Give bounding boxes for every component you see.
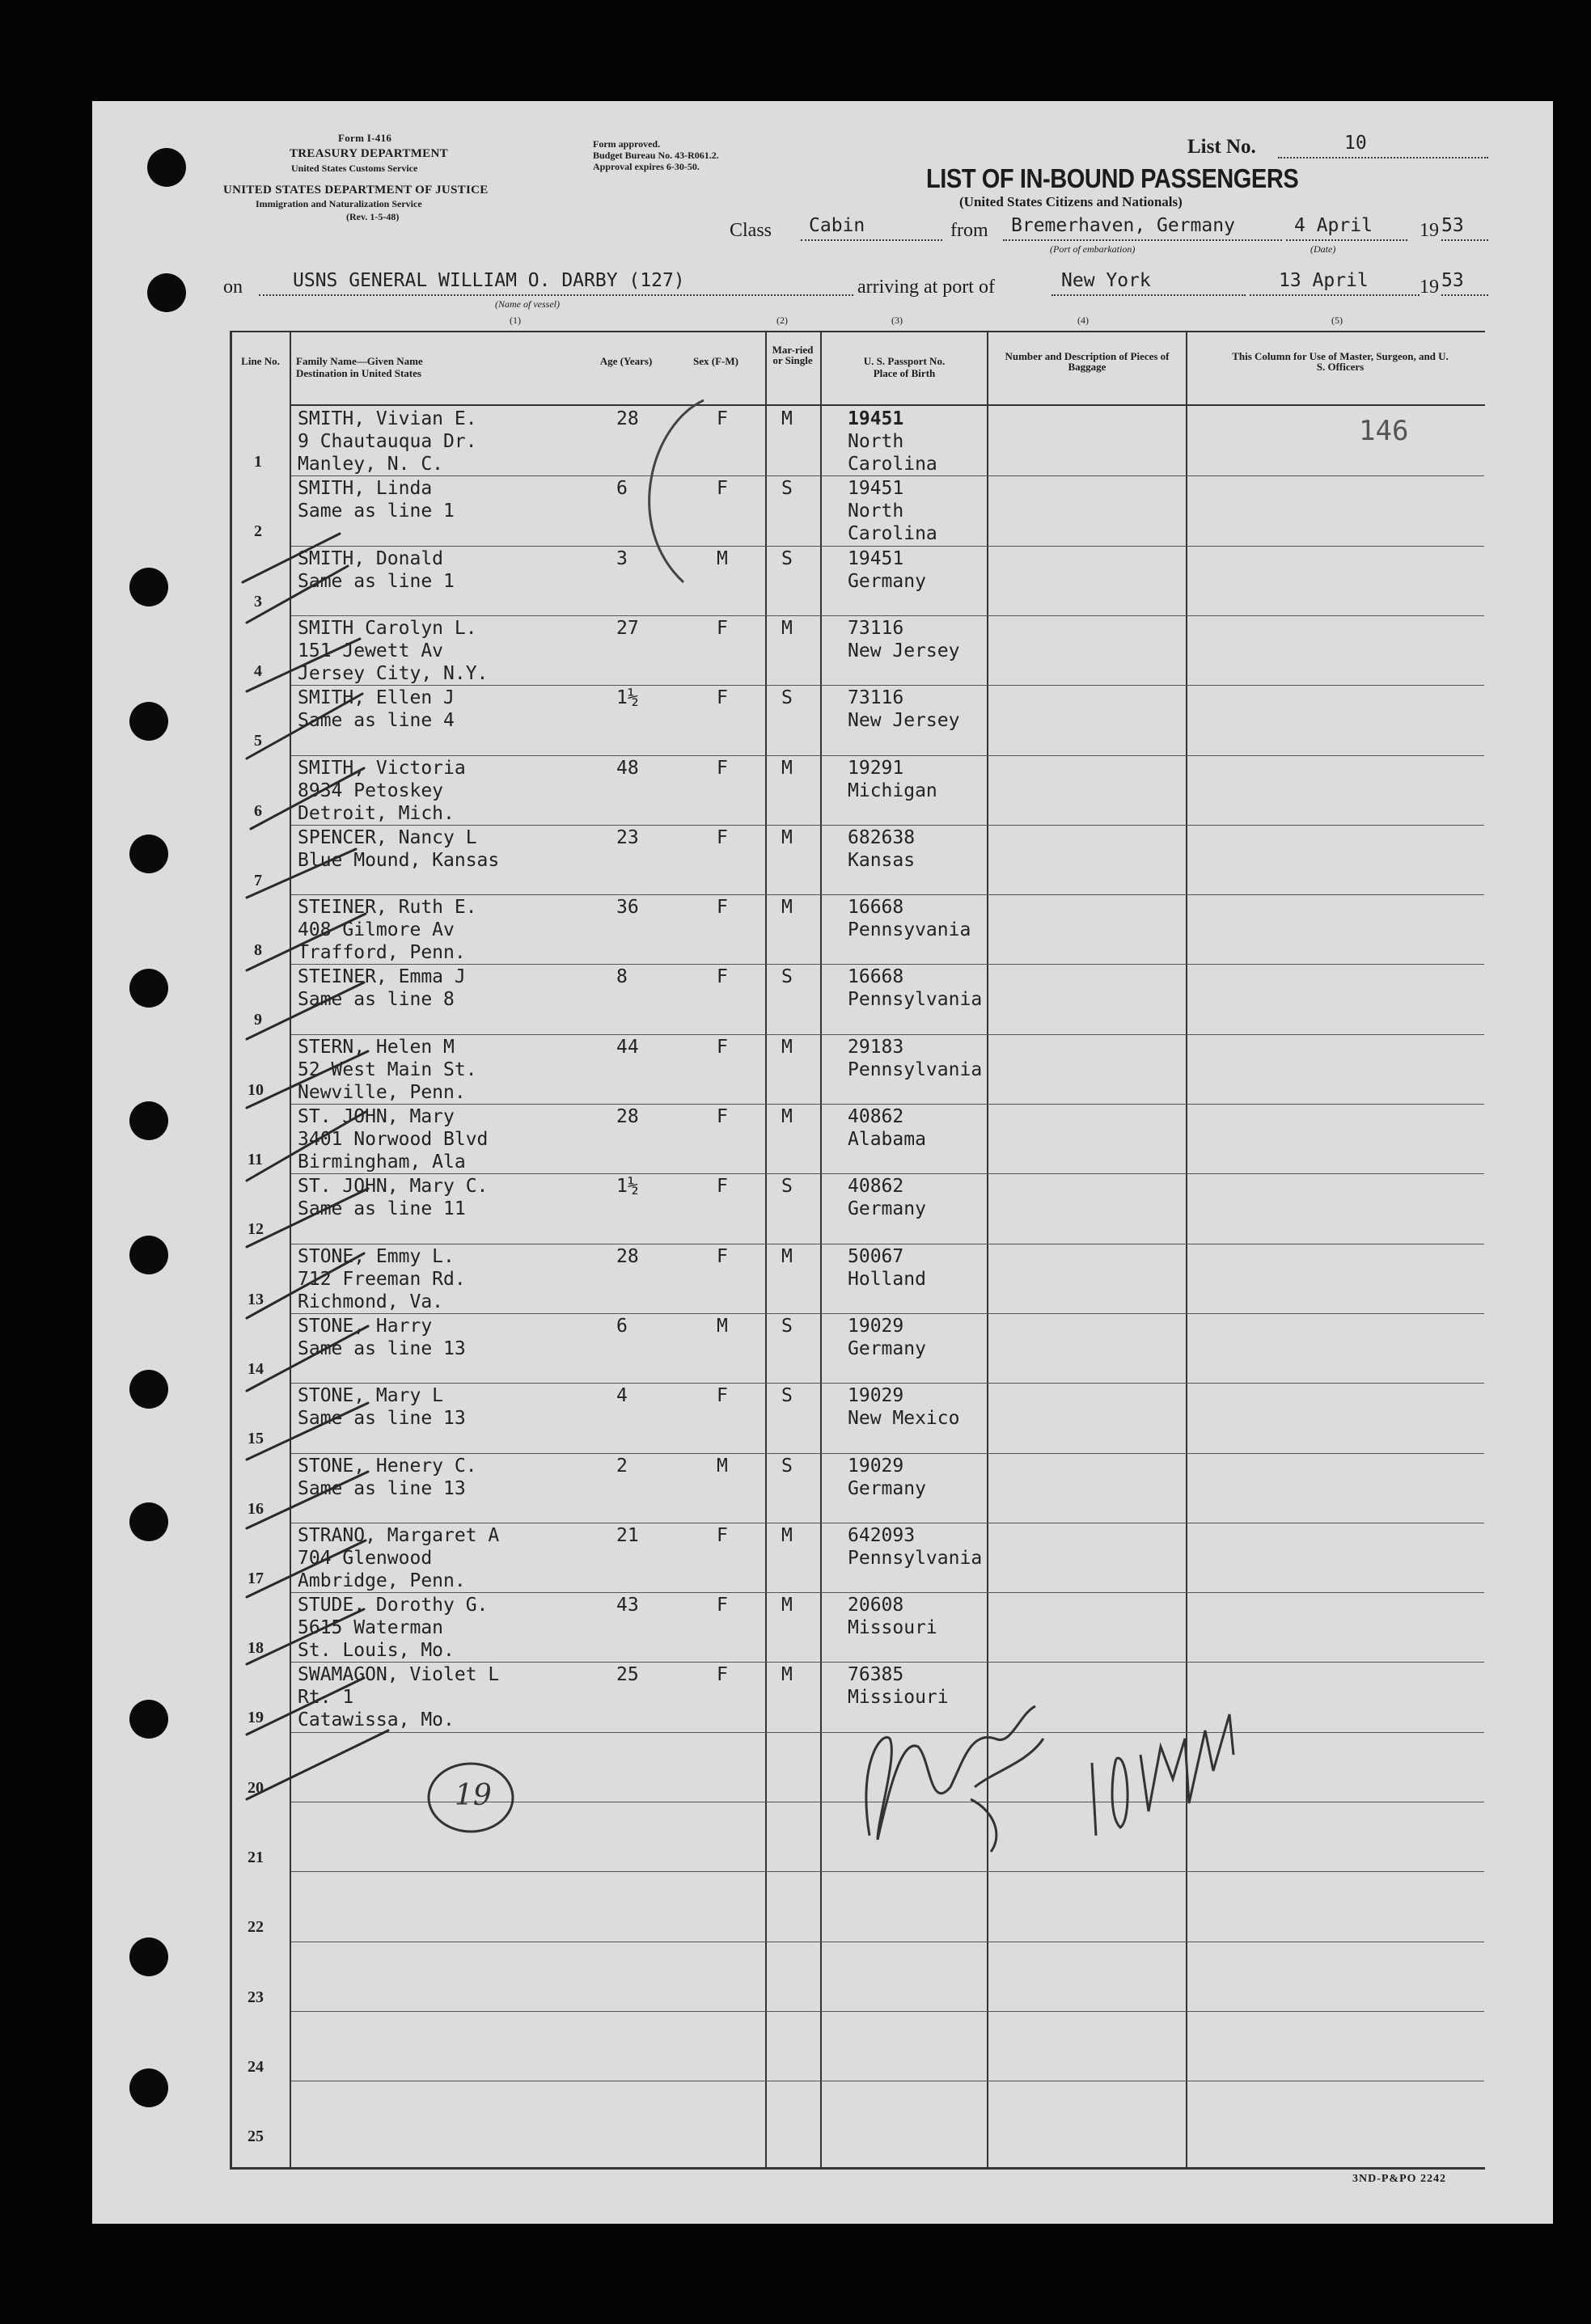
passport-number: 19451 [848, 408, 904, 429]
row-divider [291, 1034, 1484, 1035]
binder-hole [129, 1236, 168, 1274]
binder-hole [129, 1700, 168, 1739]
line-number: 15 [248, 1430, 264, 1447]
passenger-sex: F [717, 1106, 728, 1127]
passenger-name: SMITH, Ellen J [298, 687, 455, 708]
print-code: 3ND-P&PO 2242 [1352, 2173, 1447, 2185]
passenger-sex: F [717, 408, 728, 429]
passenger-sex: F [717, 897, 728, 918]
vessel-caption: (Name of vessel) [495, 298, 560, 310]
passenger-address: Same as line 1 [298, 501, 455, 522]
passenger-address: Same as line 13 [298, 1338, 466, 1359]
passenger-age: 27 [616, 618, 639, 639]
line-number: 14 [248, 1360, 264, 1378]
header-family-name: Family Name—Given Name [296, 355, 423, 367]
passenger-sex: F [717, 827, 728, 848]
passenger-age: 25 [616, 1664, 639, 1685]
treasury-department: TREASURY DEPARTMENT [290, 147, 448, 160]
passenger-sex: F [717, 618, 728, 639]
binder-hole [129, 969, 168, 1008]
header-age: Age (Years) [599, 355, 653, 367]
passenger-marital-status: S [781, 966, 793, 987]
passenger-address: Same as line 13 [298, 1478, 466, 1499]
passenger-age: 28 [616, 408, 639, 429]
passenger-marital-status: M [781, 827, 793, 848]
place-of-birth: Pennsylvania [848, 1059, 983, 1080]
line-number: 7 [254, 872, 262, 889]
binder-hole [129, 1937, 168, 1976]
table-left-border [230, 331, 232, 2170]
header-married: Mar-ried or Single [772, 344, 814, 366]
line-number: 24 [248, 2058, 264, 2076]
passport-number: 19029 [848, 1456, 904, 1477]
table-top-border [230, 331, 1485, 332]
passenger-sex: F [717, 1246, 728, 1267]
departure-year [1441, 215, 1488, 241]
form-approved: Form approved. [593, 138, 661, 150]
row-divider [291, 1871, 1484, 1872]
passenger-city: St. Louis, Mo. [298, 1640, 455, 1661]
col-number-5: (5) [1331, 315, 1343, 326]
passenger-name: STRANO, Margaret A [298, 1525, 500, 1546]
passenger-address: 9 Chautauqua Dr. [298, 431, 477, 452]
row-divider [291, 1732, 1484, 1733]
place-of-birth: New Mexico [848, 1408, 960, 1429]
passenger-city: Richmond, Va. [298, 1291, 444, 1312]
place-of-birth: Pennsylvania [848, 1548, 983, 1569]
place-of-birth: Missouri [848, 1617, 937, 1638]
line-number: 21 [248, 1849, 264, 1866]
passenger-city: Manley, N. C. [298, 454, 444, 475]
binder-hole [129, 568, 168, 606]
binder-hole [129, 835, 168, 873]
line-number: 13 [248, 1291, 264, 1308]
port-of-embarkation [1003, 215, 1282, 241]
arrival-year-prefix: 19 [1420, 277, 1439, 298]
line-number: 12 [248, 1220, 264, 1238]
passport-number: 73116 [848, 687, 904, 708]
passport-number: 19451 [848, 548, 904, 569]
immigration-service: Immigration and Naturalization Service [256, 198, 422, 209]
col-number-4: (4) [1077, 315, 1089, 326]
passenger-sex: M [717, 1316, 728, 1337]
row-divider [291, 1313, 1484, 1314]
passenger-name: STONE, Emmy L. [298, 1246, 455, 1267]
line-number: 19 [248, 1709, 264, 1726]
line-number: 9 [254, 1011, 262, 1029]
row-divider [291, 2011, 1484, 2012]
binder-hole [129, 1370, 168, 1409]
class-field [801, 215, 942, 241]
place-of-birth: Germany [848, 571, 926, 592]
on-label: on [223, 277, 243, 298]
passenger-marital-status: M [781, 618, 793, 639]
line-number: 23 [248, 1988, 264, 2006]
passenger-marital-status: M [781, 1246, 793, 1267]
line-number: 1 [254, 453, 262, 471]
passenger-name: STEINER, Emma J [298, 966, 466, 987]
justice-department: UNITED STATES DEPARTMENT OF JUSTICE [223, 184, 489, 196]
departure-date-value: 4 April [1294, 215, 1373, 236]
row-divider [291, 615, 1484, 616]
row-divider [291, 1592, 1484, 1593]
passenger-city: Catawissa, Mo. [298, 1709, 455, 1730]
passenger-city: Jersey City, N.Y. [298, 663, 489, 684]
binder-hole [129, 1101, 168, 1140]
header-line-no: Line No. [241, 355, 280, 367]
header-sex: Sex (F-M) [693, 355, 738, 367]
passport-number: 642093 [848, 1525, 916, 1546]
passenger-address: 704 Glenwood [298, 1548, 433, 1569]
place-of-birth: Michigan [848, 780, 937, 801]
passenger-sex: M [717, 1456, 728, 1477]
line-number: 8 [254, 941, 262, 959]
passenger-name: SMITH Carolyn L. [298, 618, 477, 639]
arrival-year-value: 53 [1441, 270, 1464, 291]
date-caption: (Date) [1310, 243, 1336, 255]
passenger-name: ST. JOHN, Mary C. [298, 1176, 489, 1197]
vessel-field [259, 270, 853, 296]
passenger-sex: F [717, 1525, 728, 1546]
passenger-address: 5615 Waterman [298, 1617, 444, 1638]
row-divider [291, 546, 1484, 547]
col-sex-divider [765, 331, 767, 2168]
passenger-age: 48 [616, 758, 639, 779]
passenger-name: SMITH, Victoria [298, 758, 466, 779]
passport-number: 50067 [848, 1246, 904, 1267]
passport-number: 20608 [848, 1595, 904, 1616]
embarkation-caption: (Port of embarkation) [1050, 243, 1136, 255]
departure-date [1286, 215, 1407, 241]
customs-service: United States Customs Service [291, 163, 418, 174]
arrival-port: New York [1061, 270, 1151, 291]
passenger-sex: F [717, 1595, 728, 1616]
col-number-3: (3) [891, 315, 903, 326]
place-of-birth: New Jersey [848, 640, 960, 661]
passenger-address: 3401 Norwood Blvd [298, 1129, 489, 1150]
binder-hole [129, 2068, 168, 2107]
passenger-sex: F [717, 687, 728, 708]
passenger-marital-status: S [781, 1456, 793, 1477]
passenger-address: Same as line 1 [298, 571, 455, 592]
passport-number: 73116 [848, 618, 904, 639]
row-divider [291, 894, 1484, 895]
row-divider [291, 964, 1484, 965]
passenger-marital-status: M [781, 1664, 793, 1685]
passenger-sex: F [717, 1385, 728, 1406]
document-title: LIST OF IN-BOUND PASSENGERS [926, 163, 1299, 193]
passenger-name: STERN, Helen M [298, 1037, 455, 1058]
passenger-age: 23 [616, 827, 639, 848]
row-divider [291, 825, 1484, 826]
line-number: 17 [248, 1570, 264, 1587]
passenger-marital-status: M [781, 1595, 793, 1616]
passenger-age: 4 [616, 1385, 628, 1406]
passenger-marital-status: M [781, 1106, 793, 1127]
line-number: 6 [254, 802, 262, 820]
passenger-sex: F [717, 1176, 728, 1197]
header-passport: U. S. Passport No. [863, 355, 946, 367]
passport-number: 19029 [848, 1316, 904, 1337]
passenger-age: 28 [616, 1106, 639, 1127]
row-divider [291, 755, 1484, 756]
circled-count: 19 [455, 1779, 492, 1812]
arriving-label: arriving at port of [857, 277, 995, 298]
place-of-birth: Germany [848, 1478, 926, 1499]
row-divider [291, 1383, 1484, 1384]
passenger-city: Trafford, Penn. [298, 942, 466, 963]
binder-hole [129, 1502, 168, 1541]
passenger-age: 3 [616, 548, 628, 569]
place-of-birth: Missiouri [848, 1687, 949, 1708]
passenger-city: Detroit, Mich. [298, 803, 455, 824]
row-divider [291, 1662, 1484, 1663]
line-number: 25 [248, 2128, 264, 2145]
passport-number: 16668 [848, 966, 904, 987]
passenger-city: Newville, Penn. [298, 1082, 466, 1103]
embarkation-value: Bremerhaven, Germany [1011, 215, 1235, 236]
place-of-birth: Germany [848, 1338, 926, 1359]
form-number: Form I-416 [338, 132, 392, 144]
place-of-birth: Alabama [848, 1129, 926, 1150]
line-number: 20 [248, 1779, 264, 1797]
arrival-year [1441, 270, 1488, 296]
passenger-marital-status: M [781, 758, 793, 779]
passenger-marital-status: M [781, 1037, 793, 1058]
passenger-marital-status: M [781, 897, 793, 918]
passenger-age: 36 [616, 897, 639, 918]
binder-hole [147, 273, 186, 312]
row-divider [291, 1453, 1484, 1454]
passenger-age: 1½ [616, 687, 639, 708]
col-number-2: (2) [776, 315, 788, 326]
passenger-name: SPENCER, Nancy L [298, 827, 477, 848]
place-of-birth: North [848, 501, 904, 522]
line-number: 3 [254, 593, 262, 611]
passenger-sex: F [717, 1664, 728, 1685]
header-birthplace: Place of Birth [873, 367, 936, 379]
passenger-marital-status: S [781, 687, 793, 708]
passenger-marital-status: S [781, 1316, 793, 1337]
passenger-city: Birmingham, Ala [298, 1151, 466, 1173]
passenger-marital-status: S [781, 1385, 793, 1406]
passenger-city: Ambridge, Penn. [298, 1570, 466, 1591]
line-number: 10 [248, 1081, 264, 1099]
passenger-name: STONE, Henery C. [298, 1456, 477, 1477]
passenger-marital-status: S [781, 548, 793, 569]
passenger-name: SMITH, Vivian E. [298, 408, 477, 429]
passport-number: 40862 [848, 1106, 904, 1127]
header-officers: This Column for Use of Master, Surgeon, and U. S. Officers [1232, 350, 1449, 373]
passenger-sex: F [717, 966, 728, 987]
passenger-address: Blue Mound, Kansas [298, 850, 500, 871]
col-baggage-divider [1186, 331, 1187, 2168]
class-label: Class [730, 220, 772, 241]
budget-bureau: Budget Bureau No. 43-R061.2. [593, 150, 719, 161]
passport-number: 76385 [848, 1664, 904, 1685]
passenger-age: 6 [616, 1316, 628, 1337]
passenger-name: SWAMAGON, Violet L [298, 1664, 500, 1685]
passport-number: 16668 [848, 897, 904, 918]
passenger-age: 21 [616, 1525, 639, 1546]
passenger-age: 6 [616, 478, 628, 499]
vessel-name: USNS GENERAL WILLIAM O. DARBY (127) [293, 270, 685, 291]
passenger-address: 712 Freeman Rd. [298, 1269, 466, 1290]
place-of-birth: North [848, 431, 904, 452]
passenger-address: 151 Jewett Av [298, 640, 444, 661]
table-bottom-border [230, 2167, 1485, 2170]
passenger-address: Same as line 8 [298, 989, 455, 1010]
document-subtitle: (United States Citizens and Nationals) [959, 194, 1183, 209]
passport-number: 19291 [848, 758, 904, 779]
line-number: 16 [248, 1500, 264, 1518]
passenger-marital-status: S [781, 478, 793, 499]
passenger-age: 8 [616, 966, 628, 987]
header-destination: Destination in United States [296, 367, 421, 379]
passport-number: 682638 [848, 827, 916, 848]
row-divider [291, 475, 1484, 476]
passenger-address: 52 West Main St. [298, 1059, 477, 1080]
arrival-date-value: 13 April [1279, 270, 1369, 291]
line-number: 4 [254, 662, 262, 680]
col-married-divider [820, 331, 822, 2168]
passenger-address: Same as line 11 [298, 1198, 466, 1219]
departure-year-prefix: 19 [1420, 220, 1439, 241]
binder-hole [147, 148, 186, 187]
approval-expiry: Approval expires 6-30-50. [593, 161, 700, 172]
passenger-marital-status: M [781, 1525, 793, 1546]
passenger-name: STONE, Harry [298, 1316, 433, 1337]
passport-number: 29183 [848, 1037, 904, 1058]
passenger-address: Rt. 1 [298, 1687, 354, 1708]
place-of-birth: Pennsyvania [848, 919, 971, 940]
passport-number: 19029 [848, 1385, 904, 1406]
passenger-marital-status: S [781, 1176, 793, 1197]
col-number-1: (1) [510, 315, 521, 326]
line-number: 18 [248, 1639, 264, 1657]
passenger-name: STEINER, Ruth E. [298, 897, 477, 918]
passenger-address: Same as line 13 [298, 1408, 466, 1429]
passport-number: 19451 [848, 478, 904, 499]
passenger-address: 408 Gilmore Av [298, 919, 455, 940]
passenger-marital-status: M [781, 408, 793, 429]
list-number-value: 10 [1344, 133, 1367, 154]
col-passport-divider [987, 331, 988, 2168]
passenger-name: SMITH, Donald [298, 548, 444, 569]
row-divider [291, 1173, 1484, 1174]
passenger-age: 44 [616, 1037, 639, 1058]
place-of-birth: Kansas [848, 850, 916, 871]
passenger-age: 43 [616, 1595, 639, 1616]
place-of-birth: Holland [848, 1269, 926, 1290]
passenger-age: 28 [616, 1246, 639, 1267]
place-of-birth-line2: Carolina [848, 454, 937, 475]
passenger-sex: M [717, 548, 728, 569]
passenger-age: 1½ [616, 1176, 639, 1197]
passenger-sex: F [717, 478, 728, 499]
place-of-birth: Germany [848, 1198, 926, 1219]
arrival-port-field [1051, 270, 1246, 296]
line-number: 22 [248, 1918, 264, 1936]
form-revision: (Rev. 1-5-48) [346, 211, 400, 222]
col-line-divider [290, 331, 291, 2168]
officer-note: 146 [1359, 415, 1409, 447]
line-number: 5 [254, 732, 262, 750]
row-divider [291, 685, 1484, 686]
passenger-sex: F [717, 1037, 728, 1058]
list-number [1278, 133, 1488, 158]
class-value: Cabin [809, 215, 865, 236]
line-number: 2 [254, 522, 262, 540]
binder-hole [129, 702, 168, 741]
line-number: 11 [248, 1151, 263, 1168]
list-no-label: List No. [1187, 136, 1256, 158]
passenger-address: 8934 Petoskey [298, 780, 444, 801]
header-baggage: Number and Description of Pieces of Baggage [1005, 350, 1170, 373]
row-divider [291, 1104, 1484, 1105]
from-label: from [950, 220, 988, 241]
passenger-sex: F [717, 758, 728, 779]
passenger-name: STUDE, Dorothy G. [298, 1595, 489, 1616]
passenger-age: 2 [616, 1456, 628, 1477]
place-of-birth-line2: Carolina [848, 523, 937, 544]
place-of-birth: New Jersey [848, 710, 960, 731]
place-of-birth: Pennsylvania [848, 989, 983, 1010]
passenger-name: STONE, Mary L [298, 1385, 444, 1406]
passport-number: 40862 [848, 1176, 904, 1197]
table-header-border [291, 404, 1485, 406]
passenger-address: Same as line 4 [298, 710, 455, 731]
departure-year-value: 53 [1441, 215, 1464, 236]
passenger-name: ST. JOHN, Mary [298, 1106, 455, 1127]
passenger-name: SMITH, Linda [298, 478, 433, 499]
arrival-date [1250, 270, 1420, 296]
